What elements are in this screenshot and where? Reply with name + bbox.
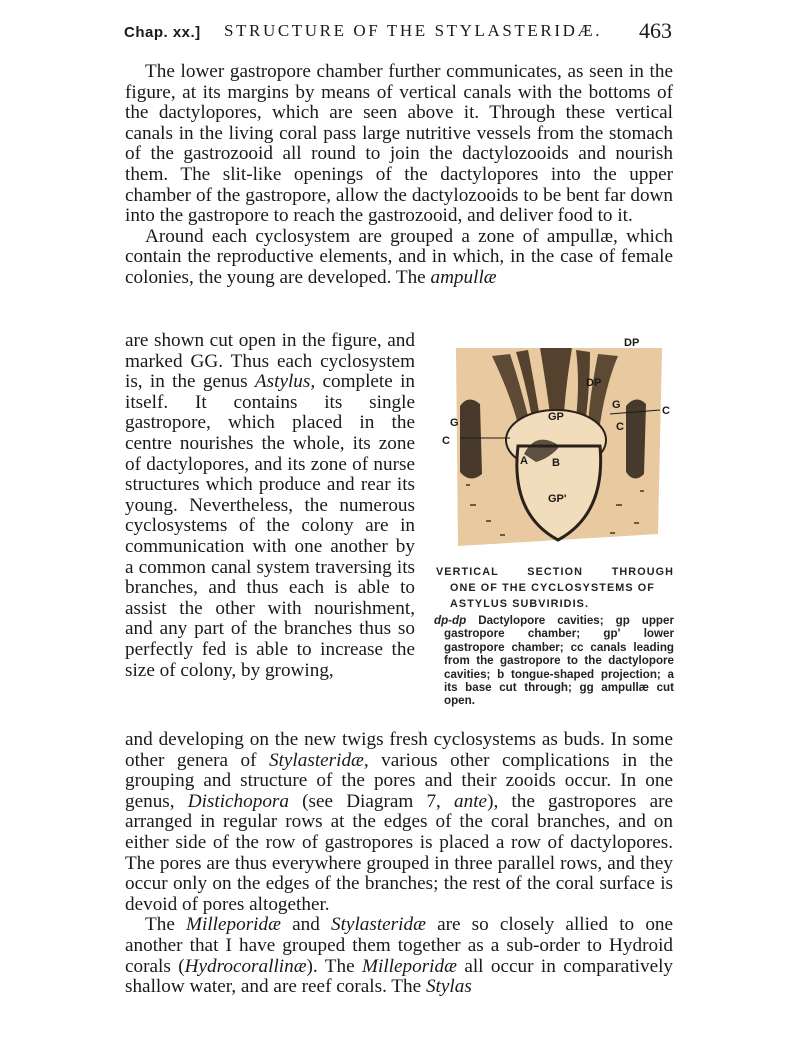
text-block-top <box>125 62 673 289</box>
paragraph-2-end: and developing on the new twigs fresh cyclosystems as buds. In some other genera of Stylasteridæ, various other complications in the grouping and structure of the pores and their zooids occur. In one genus, Distichopora (see Diagram 7, ante), the gastropores are arranged in regular rows at the edges of the coral branches, and on either side of the row of gastropores is placed a row of dactylopores. The pores are thus everywhere grouped in three parallel rows, and they occur only on the edges of the branches; the rest of the coral surface is devoid of pores altogether. <box>125 729 674 915</box>
page-title: STRUCTURE OF THE STYLASTERIDÆ. <box>224 21 603 40</box>
caption-line-2: ONE OF THE CYCLOSYSTEMS OF ASTYLUS SUBVIRIDIS. <box>450 582 655 610</box>
paragraph-3: The Milleporidæ and Stylasteridæ are so closely allied to one another that I have grouped them together as a sub-order to Hydroid corals (Hydrocorallinæ). The Milleporidæ all occur in comparatively shallow water, and are reef corals. The Stylas <box>125 914 674 998</box>
label-g-left: G <box>450 417 459 429</box>
paragraph-2-wrap-a: are shown cut open in the figure, and marked GG. Thus each cyclosystem is, in the genus <box>125 330 415 393</box>
italic-term: ampullæ <box>430 266 497 288</box>
chapter-label: Chap. xx.] <box>124 24 201 41</box>
caption-line-1: VERTICAL SECTION THROUGH <box>436 566 674 578</box>
figure-legend <box>434 614 674 708</box>
label-c-right: C <box>616 421 624 433</box>
ampulla-left <box>460 399 482 478</box>
legend-term: dp-dp <box>434 614 467 627</box>
running-head <box>124 18 672 44</box>
text-block-bottom <box>125 730 673 998</box>
paragraph-2-wrap-b: complete in itself. It contains its single gastropore, which placed in the centre nourishes the whole, its zone of dactylopores, and its zone of nurse structures which produce and rear its young. Nevertheless, the numerous cyclosystems of the colony are in communication with one another by a common canal system traversing its branches, and thus each is able to assist the other with nourishment, and any part of the branches thus so perfectly fed is able to increase the size of colony, by growing, <box>125 371 415 681</box>
label-a: A <box>520 455 528 467</box>
paragraph-1: The lower gastropore chamber further communicates, as seen in the figure, at its margins by means of vertical canals with the bottoms of the dactylopores, which are seen above it. Through these vertical canals in the living coral pass large nutritive vessels from the stomach of the gastrozooid all round to join the dactylozooids and nourish them. The slit-like openings of the dactylopores into the upper chamber of the gastropore, allow the dactylozooids to be bent far down into the gastropore to reach the gastrozooid, and deliver food to it. <box>125 61 673 227</box>
legend-text: Dactylopore cavities; gp upper gastropore chamber; gp' lower gastropore chamber; cc canals leading from the gastropore to the dactylopore cavities; b tongue-shaped projection; a its base cut through; gg ampullæ cut open. <box>444 614 674 708</box>
text-column-wrap <box>125 331 415 681</box>
label-gp: GP <box>548 411 564 423</box>
label-c-right-outer: C <box>662 405 670 417</box>
genus-name: Astylus, <box>254 371 316 393</box>
cyclosystem-section-illustration <box>440 334 672 556</box>
figure-cyclosystem <box>434 330 680 720</box>
label-dp-inner: DP <box>586 377 602 389</box>
label-g-right: G <box>612 399 621 411</box>
label-b: B <box>552 457 560 469</box>
figure-caption <box>436 564 674 612</box>
label-c-left: C <box>442 435 450 447</box>
label-dp-top: DP <box>624 337 640 349</box>
label-gp-lower: GP' <box>548 493 567 505</box>
page-number: 463 <box>639 18 672 43</box>
paragraph-2-start: Around each cyclosystem are grouped a zone of ampullæ, which contain the reproductive elements, and in which, in the case of female colonies, the young are developed. The ampullæ <box>125 225 673 288</box>
